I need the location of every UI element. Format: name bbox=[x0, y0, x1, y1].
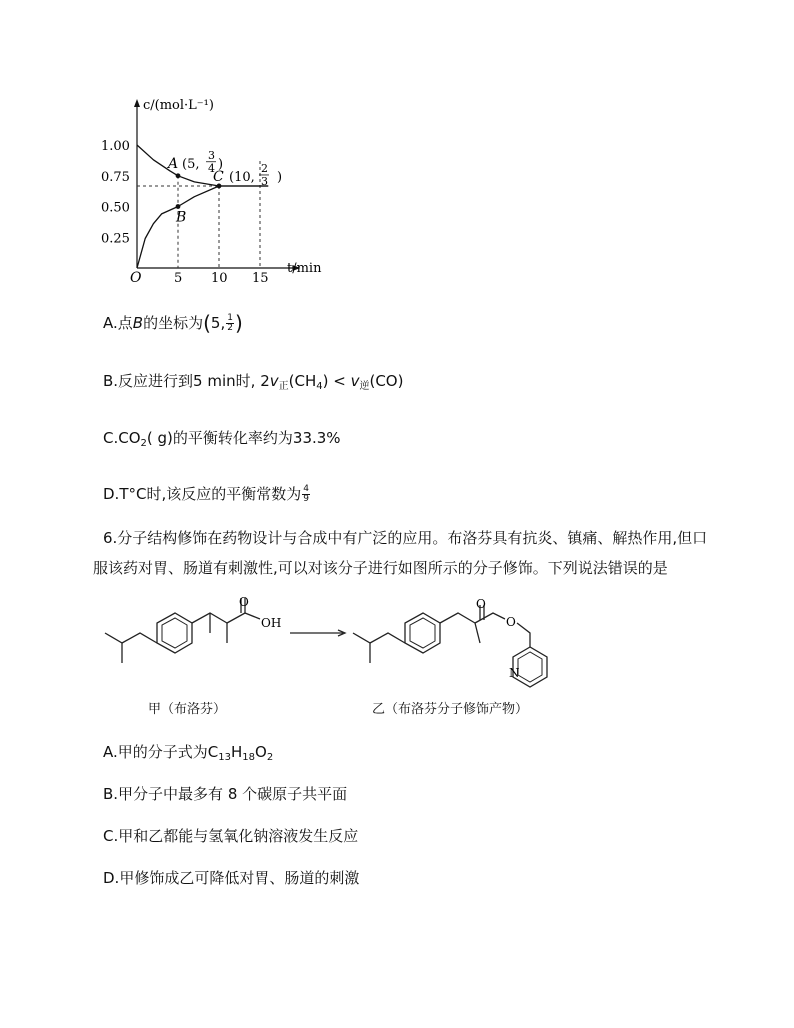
q6-stem bbox=[93, 523, 743, 583]
q6-option-d[interactable]: D.甲修饰成乙可降低对胃、肠道的刺激 bbox=[103, 869, 360, 887]
q5-d-den: 9 bbox=[303, 494, 309, 504]
q5-a-paren-open: ( bbox=[203, 311, 211, 335]
y-tick-label: 0.75 bbox=[101, 169, 130, 185]
q5-d-fraction bbox=[302, 485, 310, 504]
q6-a-o: O bbox=[255, 743, 267, 761]
y-tick-label: 0.25 bbox=[101, 231, 130, 247]
q5-d-num: 4 bbox=[303, 484, 309, 494]
q6-a-sub2: 18 bbox=[242, 752, 255, 763]
point-label-B: B bbox=[176, 209, 187, 226]
q5-a-val: 5, bbox=[210, 314, 226, 332]
q5-b-sub2: 4 bbox=[316, 381, 323, 392]
q5-option-b[interactable] bbox=[103, 371, 403, 397]
series-line-2 bbox=[137, 186, 268, 268]
q6-stem-line1: 6.分子结构修饰在药物设计与合成中有广泛的应用。布洛芬具有抗炎、镇痛、解热作用,但口 bbox=[103, 529, 708, 547]
annotation-C-suffix: ) bbox=[277, 169, 283, 185]
point-label-A: A bbox=[168, 155, 179, 172]
mol2-ester-o bbox=[517, 623, 530, 647]
q5-option-d[interactable] bbox=[103, 484, 311, 504]
y-tick-label: 0.50 bbox=[101, 200, 130, 216]
mol2-chain bbox=[370, 633, 405, 643]
q5-c-sub: 2 bbox=[140, 438, 147, 449]
mol2-pyridine-inner bbox=[518, 652, 542, 682]
annotation-A-num: 3 bbox=[208, 148, 215, 162]
q5-a-den: 2 bbox=[227, 323, 233, 333]
mol2-atom-n: N bbox=[509, 666, 520, 680]
mol2-caption: 乙（布洛芬分子修饰产物） bbox=[372, 702, 529, 717]
y-tick-label: 1.00 bbox=[101, 139, 130, 154]
x-tick-label: 5 bbox=[174, 271, 183, 286]
annotation-A-prefix: (5, bbox=[182, 156, 200, 172]
mol1-benzene-inner bbox=[162, 618, 187, 648]
annotation-A-den: 4 bbox=[208, 161, 215, 175]
q6-option-b[interactable]: B.甲分子中最多有 8 个碳原子共平面 bbox=[103, 785, 348, 803]
q6-stem-line2: 服该药对胃、肠道有刺激性,可以对该分子进行如图所示的分子修饰。下列说法错误的是 bbox=[93, 559, 668, 577]
mol2-methyl bbox=[475, 623, 480, 643]
x-tick-label: 10 bbox=[211, 271, 228, 286]
q5-c-prefix: C.CO bbox=[103, 429, 141, 447]
q5-a-mid: 的坐标为 bbox=[143, 314, 204, 332]
point-B bbox=[176, 204, 181, 209]
q5-c-text: ( g)的平衡转化率约为33.3% bbox=[146, 429, 341, 447]
q5-option-a[interactable] bbox=[103, 313, 243, 333]
y-axis-label: c/(mol·L⁻¹) bbox=[143, 98, 214, 113]
mol1-chain bbox=[122, 633, 157, 643]
concentration-time-chart bbox=[95, 95, 345, 290]
q5-d-prefix: D.T°C时,该反应的平衡常数为 bbox=[103, 485, 302, 503]
x-tick-label: 15 bbox=[252, 271, 269, 286]
q5-b-end: (CO) bbox=[369, 372, 404, 390]
origin-label: O bbox=[130, 270, 142, 286]
q6-a-sub3: 2 bbox=[266, 752, 274, 763]
q6-a-h: H bbox=[230, 743, 243, 761]
mol1-isobutyl bbox=[105, 633, 122, 663]
q5-b-sub1: 正 bbox=[278, 381, 289, 392]
x-axis-label: t/min bbox=[287, 261, 322, 276]
q6-option-a[interactable] bbox=[103, 742, 273, 768]
mol2-atom-o-carbonyl: O bbox=[476, 597, 486, 611]
q5-b-v: v bbox=[269, 372, 279, 390]
q5-b-mid2: ) < bbox=[322, 372, 351, 390]
q5-b-prefix: B.反应进行到5 min时, 2 bbox=[103, 372, 270, 390]
mol1-atom-oh: OH bbox=[261, 616, 282, 630]
q5-a-num: 1 bbox=[227, 313, 233, 323]
q5-a-var: B bbox=[132, 314, 144, 332]
q6-a-sub1: 13 bbox=[218, 752, 231, 763]
y-axis-arrow bbox=[134, 99, 140, 107]
point-label-C: C bbox=[213, 168, 224, 185]
q5-a-prefix: A.点 bbox=[103, 314, 133, 332]
q6-a-prefix: A.甲的分子式为C bbox=[103, 743, 219, 761]
annotation-C-num: 2 bbox=[261, 161, 268, 175]
q5-b-v2: v bbox=[350, 372, 360, 390]
annotation-A-suffix: ) bbox=[218, 156, 224, 172]
point-A bbox=[176, 173, 181, 178]
q5-b-mid1: (CH bbox=[288, 372, 317, 390]
q5-option-c[interactable] bbox=[103, 428, 341, 454]
annotation-C-prefix: (10, bbox=[229, 169, 255, 185]
mol2-isobutyl bbox=[353, 633, 370, 663]
q5-a-fraction bbox=[226, 314, 234, 333]
mol1-carboxyl-c bbox=[227, 613, 260, 623]
mol2-benzene-inner bbox=[410, 618, 435, 648]
annotation-C-den: 3 bbox=[261, 174, 268, 188]
q6-option-c[interactable]: C.甲和乙都能与氢氧化钠溶液发生反应 bbox=[103, 827, 359, 845]
q5-a-paren-close: ) bbox=[234, 311, 243, 335]
q5-b-sub3: 逆 bbox=[359, 381, 370, 392]
mol1-caption: 甲（布洛芬） bbox=[148, 702, 227, 717]
mol2-atom-o-ester: O bbox=[506, 615, 516, 629]
molecule-diagram bbox=[95, 595, 595, 705]
mol1-atom-o: O bbox=[239, 595, 249, 609]
mol2-side bbox=[440, 613, 475, 623]
